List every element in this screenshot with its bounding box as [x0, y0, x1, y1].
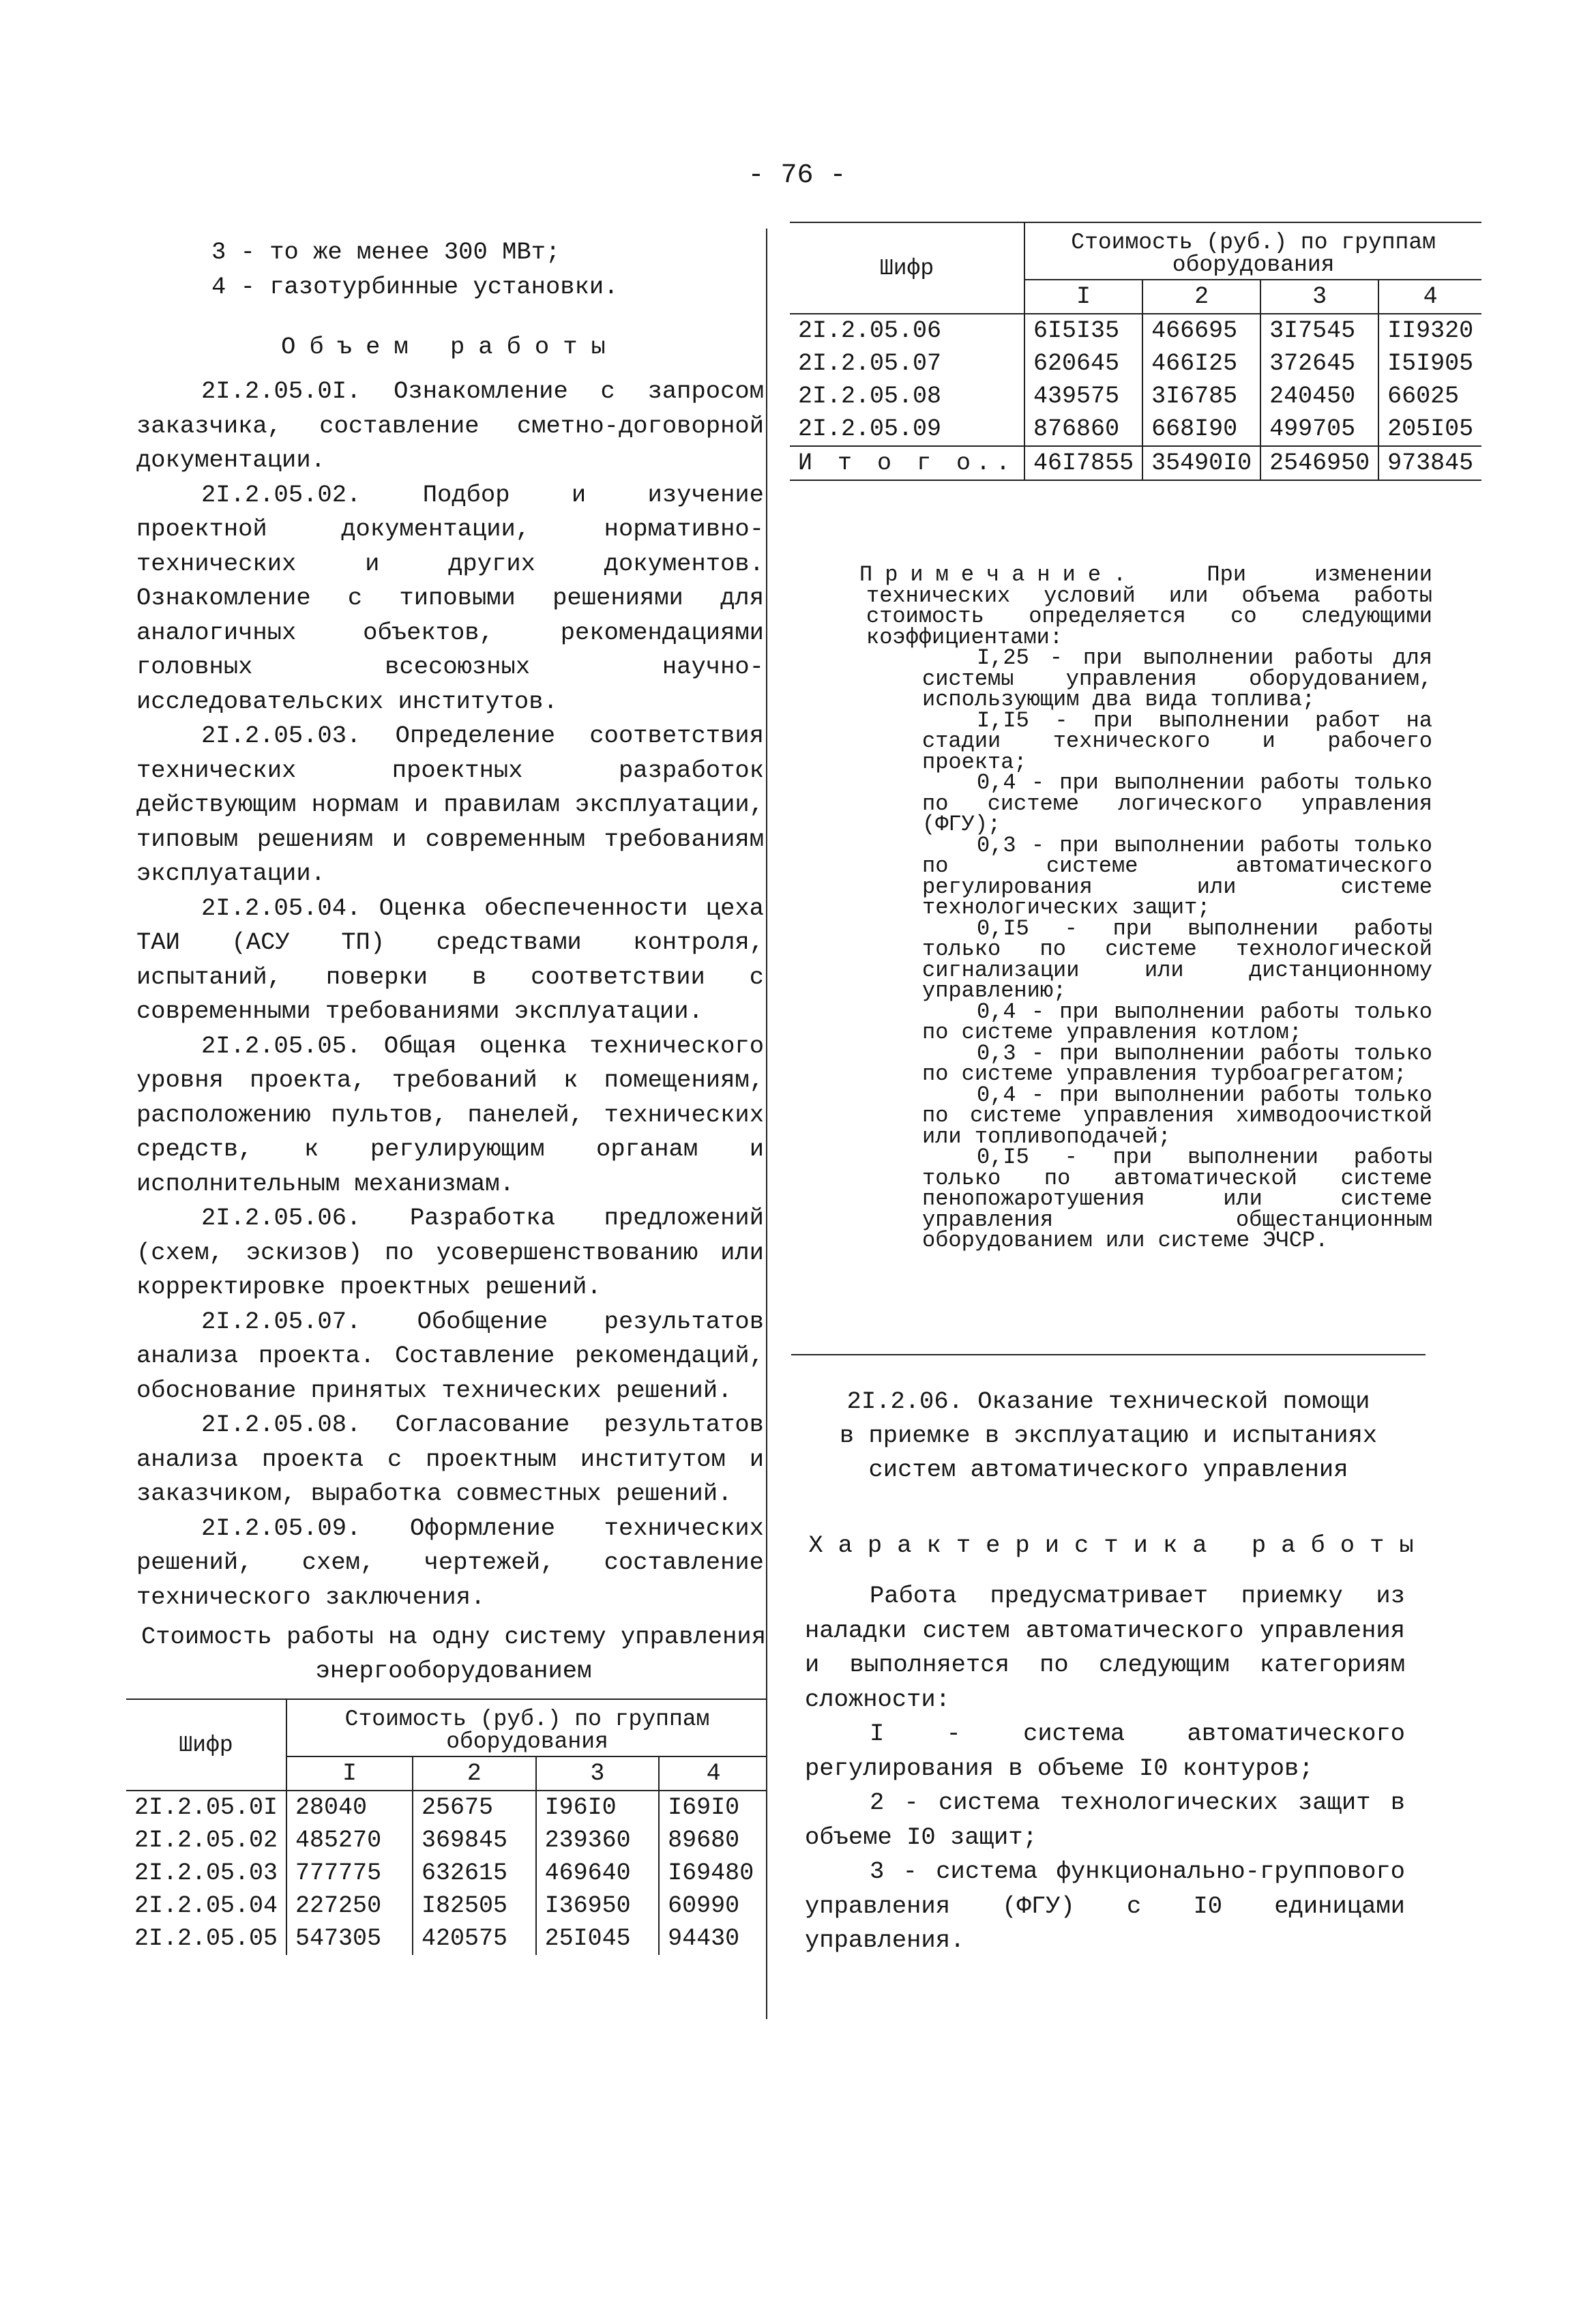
column-header-group: I [1024, 280, 1142, 314]
column-header-groups: Стоимость (руб.) по группам оборудования [286, 1699, 767, 1756]
table-caption-line: Стоимость работы на одну систему управления [141, 1623, 767, 1651]
table-cell: 620645 [1024, 347, 1142, 380]
section-title-line: систем автоматического управления [868, 1456, 1348, 1484]
intro-line: 3 - то же менее 300 МВт; [211, 238, 561, 266]
table-cell: 227250 [286, 1889, 413, 1922]
note-item: 0,3 - при выполнении работы только по системе управления турбоагрегатом; [922, 1040, 1432, 1087]
column-header-group: 4 [1378, 280, 1481, 314]
table-cell: 2I.2.05.05 [134, 1925, 278, 1952]
total-cell: 973845 [1378, 446, 1481, 480]
table-cell: 439575 [1024, 380, 1142, 413]
table-caption-line: энергооборудованием [315, 1657, 592, 1685]
table-cell: 2I.2.05.0I [134, 1794, 278, 1821]
category-item: 3 - система функционально-группового управления (ФГУ) с I0 единицами управления. [805, 1857, 1405, 1954]
cost-table-right [790, 222, 1481, 481]
note-divider [791, 1354, 1426, 1355]
note-item: 0,I5 - при выполнении работы только по системе технологической сигнализации или дистанционному управлению; [922, 915, 1432, 1003]
table-cell: 25675 [413, 1791, 536, 1824]
left-column [136, 235, 764, 1615]
table-cell: 89680 [659, 1824, 767, 1857]
paragraph: 2I.2.05.0I. Ознакомление с запросом заказчика, составление сметно-договорной документации. [136, 377, 764, 474]
intro-line: 4 - газотурбинные установки. [211, 272, 619, 301]
table-row [126, 1857, 767, 1889]
section-title-line: в приемке в эксплуатацию и испытаниях [839, 1422, 1378, 1450]
paragraph: 2I.2.05.09. Оформление технических решений, схем, чертежей, составление технического заключения. [136, 1514, 764, 1611]
table-cell: 469640 [536, 1857, 660, 1889]
table-cell: 2I.2.05.04 [134, 1892, 278, 1919]
section-title [791, 1385, 1426, 1487]
table-cell: I5I905 [1378, 347, 1481, 380]
table-cell: 3I6785 [1142, 380, 1260, 413]
table-cell: 777775 [286, 1857, 413, 1889]
note-item: 0,4 - при выполнении работы только по системе логического управления (ФГУ); [922, 770, 1432, 837]
table-cell: 2I.2.05.03 [134, 1859, 278, 1887]
table-row [126, 1889, 767, 1922]
section-title-line: 2I.2.06. Оказание технической помощи [846, 1387, 1370, 1415]
column-header-group: 3 [536, 1756, 660, 1791]
paragraph: Работа предусматривает приемку из наладки систем автоматического управления и выполняется по следующим категориям сложности: [805, 1582, 1405, 1713]
table-cell: 466I25 [1142, 347, 1260, 380]
table-cell: 2I.2.05.09 [798, 415, 942, 443]
note-item: 0,3 - при выполнении работы только по системе автоматического регулирования или системе технологических защит; [922, 832, 1432, 920]
table-caption [136, 1620, 771, 1688]
table-cell: 60990 [659, 1889, 767, 1922]
column-header-groups: Стоимость (руб.) по группам оборудования [1024, 222, 1481, 280]
characteristic-block [805, 1579, 1405, 1958]
table-row [790, 347, 1481, 380]
column-header-group: 3 [1260, 280, 1378, 314]
table-cell: 2I.2.05.07 [798, 350, 942, 377]
page-number: - 76 - [748, 160, 846, 191]
table-cell: 6I5I35 [1024, 314, 1142, 347]
column-header-group: 4 [659, 1756, 767, 1791]
table-cell: 369845 [413, 1824, 536, 1857]
table-cell: 372645 [1260, 347, 1378, 380]
note-item: 0,4 - при выполнении работы только по системе управления котлом; [922, 999, 1432, 1045]
note-item: 0,4 - при выполнении работы только по системе управления химводоочисткой или топливоподачей; [922, 1082, 1432, 1149]
characteristic-heading: Характеристика работы [808, 1531, 1429, 1559]
table-cell: I82505 [413, 1889, 536, 1922]
table-cell: 205I05 [1378, 413, 1481, 445]
column-header-group: I [286, 1756, 413, 1791]
total-cell: 2546950 [1260, 446, 1378, 480]
table-cell: I69I0 [659, 1791, 767, 1824]
table-cell: 485270 [286, 1824, 413, 1857]
table-cell: II9320 [1378, 314, 1481, 347]
table-row [126, 1824, 767, 1857]
table-cell: 28040 [286, 1791, 413, 1824]
table-cell: 420575 [413, 1922, 536, 1955]
table-cell: 668I90 [1142, 413, 1260, 445]
note-item: I,25 - при выполнении работы для системы управления оборудованием, использующим два вида топлива; [922, 645, 1432, 712]
total-row [790, 446, 1481, 480]
table-cell: 2I.2.05.06 [798, 317, 942, 344]
table-cell: 2I.2.05.08 [798, 383, 942, 410]
table-cell: 240450 [1260, 380, 1378, 413]
paragraph: 2I.2.05.07. Обобщение результатов анализа проекта. Составление рекомендаций, обоснование принятых технических решений. [136, 1307, 764, 1404]
paragraph: 2I.2.05.02. Подбор и изучение проектной документации, нормативно-технических и других документов. Ознакомление с типовыми решениями для аналогичных объектов, рекомендациями головных всесоюзных научно-исследовательских институтов. [136, 480, 764, 716]
paragraph: 2I.2.05.06. Разработка предложений (схем, эскизов) по усовершенствованию или корректировке проектных решений. [136, 1204, 764, 1301]
total-cell: 46I7855 [1024, 446, 1142, 480]
table-cell: I36950 [536, 1889, 660, 1922]
column-header-shifr: Шифр [126, 1699, 286, 1791]
table-cell: I96I0 [536, 1791, 660, 1824]
note-intro: При изменении технических условий или объема работы стоимость определяется со следующими коэффициентами: [866, 562, 1433, 650]
table-cell: 239360 [536, 1824, 660, 1857]
table-cell: 876860 [1024, 413, 1142, 445]
table-cell: I69480 [659, 1857, 767, 1889]
table-row [790, 314, 1481, 347]
paragraph: 2I.2.05.03. Определение соответствия технических проектных разработок действующим нормам и правилам эксплуатации, типовым решениям и современным требованиям эксплуатации. [136, 722, 764, 887]
table-cell: 25I045 [536, 1922, 660, 1955]
note-block [859, 562, 1433, 1253]
table-cell: 2I.2.05.02 [134, 1827, 278, 1854]
note-item: 0,I5 - при выполнении работы только по автоматической системе пенопожаротушения или системе управления общестанционным оборудованием или системе ЭЧСР. [922, 1145, 1432, 1253]
paragraph: 2I.2.05.08. Согласование результатов анализа проекта с проектным институтом и заказчиком, выработка совместных решений. [136, 1411, 764, 1507]
paragraph: 2I.2.05.04. Оценка обеспеченности цеха ТАИ (АСУ ТП) средствами контроля, испытаний, поверки в соответствии с современными требованиями эксплуатации. [136, 894, 764, 1025]
cost-table-left [126, 1698, 767, 1955]
category-item: I - система автоматического регулирования в объеме I0 контуров; [805, 1720, 1405, 1782]
paragraph: 2I.2.05.05. Общая оценка технического уровня проекта, требований к помещениям, расположению пультов, панелей, технических средств, к регулирующим органам и исполнительным механизмам. [136, 1031, 764, 1198]
column-header-shifr: Шифр [790, 222, 1024, 314]
column-header-group: 2 [1142, 280, 1260, 314]
column-header-group: 2 [413, 1756, 536, 1791]
table-cell: 3I7545 [1260, 314, 1378, 347]
table-cell: 466695 [1142, 314, 1260, 347]
table-cell: 94430 [659, 1922, 767, 1955]
table-cell: 499705 [1260, 413, 1378, 445]
total-cell: 35490I0 [1142, 446, 1260, 480]
table-row [790, 380, 1481, 413]
note-item: I,I5 - при выполнении работ на стадии технического и рабочего проекта; [922, 707, 1432, 775]
note-label: Примечание. [859, 562, 1139, 587]
total-label: И т о г о.. [798, 450, 1016, 477]
table-cell: 66025 [1378, 380, 1481, 413]
table-row [126, 1791, 767, 1824]
table-cell: 547305 [286, 1922, 413, 1955]
table-cell: 632615 [413, 1857, 536, 1889]
table-row [126, 1922, 767, 1955]
table-row [790, 413, 1481, 445]
section-heading: Объем работы [281, 333, 619, 361]
category-item: 2 - система технологических защит в объеме I0 защит; [805, 1789, 1405, 1851]
